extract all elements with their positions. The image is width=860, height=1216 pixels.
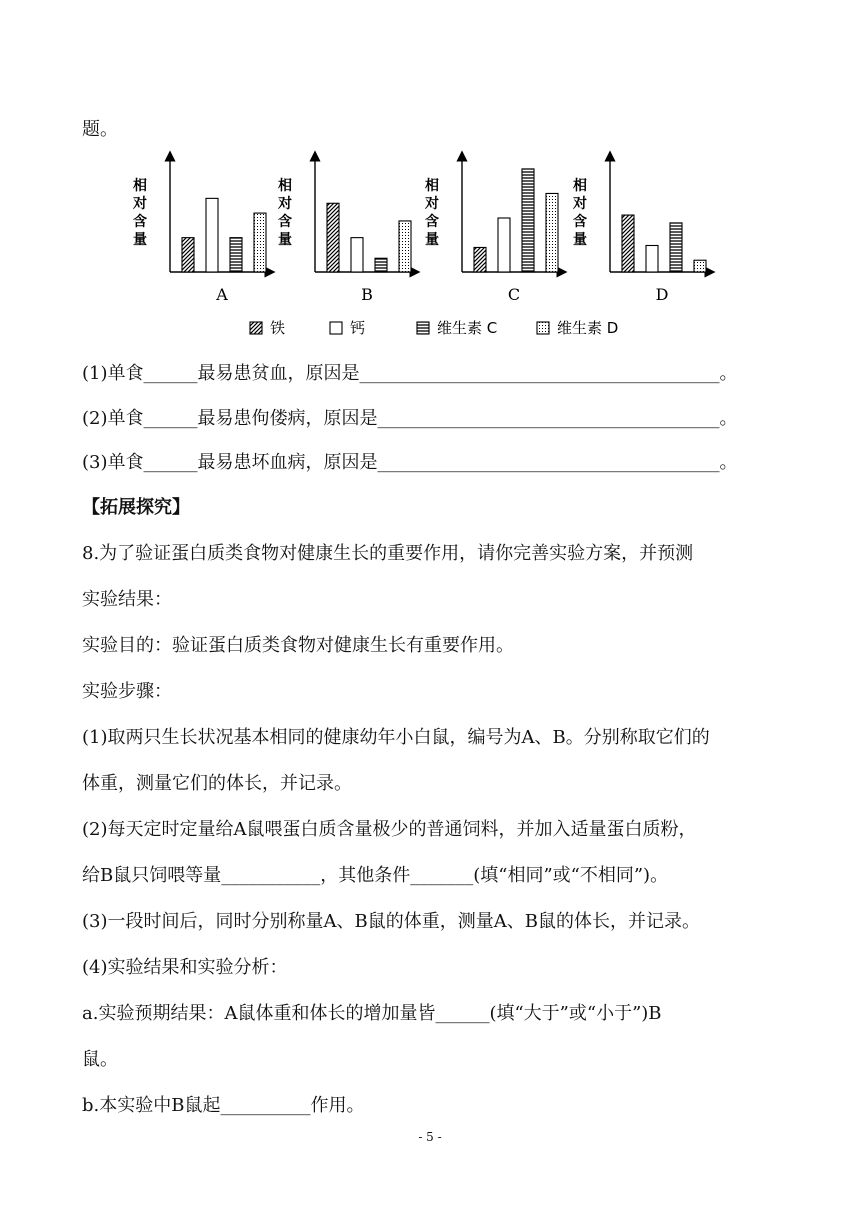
- bar-B-4: [399, 221, 411, 272]
- question-line-3: (3)单食______最易患坏血病，原因是______________________________________。: [82, 452, 738, 473]
- legend-label-3: 维生素 C: [437, 319, 498, 337]
- chart-A: [132, 156, 270, 304]
- chart-C: [424, 156, 562, 304]
- q8-line-9: (3)一段时间后，同时分别称量A、B鼠的体重，测量A、B鼠的体长，并记录。: [82, 911, 700, 932]
- bar-C-2: [498, 218, 510, 272]
- y-axis-label-char: 量: [573, 232, 587, 248]
- bar-D-3: [670, 223, 682, 272]
- y-axis-label-char: 对: [573, 196, 587, 212]
- q8-line-8: 给B鼠只饲喂等量___________，其他条件_______(填“相同”或“不相同”)。: [82, 865, 669, 886]
- q8-line-10: (4)实验结果和实验分析：: [82, 957, 288, 978]
- bar-A-4: [254, 213, 266, 272]
- y-axis-label-char: 量: [425, 232, 439, 248]
- legend-swatch-1: [250, 322, 262, 334]
- y-axis-label-char: 量: [278, 232, 292, 248]
- bar-B-2: [351, 238, 363, 272]
- section-title: 【拓展探究】: [82, 497, 190, 518]
- q8-line-6: 体重，测量它们的体长，并记录。: [82, 773, 352, 794]
- q8-line-4: 实验步骤：: [82, 681, 172, 702]
- bar-A-3: [230, 238, 242, 272]
- y-axis-label-char: 相: [278, 178, 292, 194]
- bar-D-4: [694, 260, 706, 272]
- y-axis-label-char: 量: [133, 232, 147, 248]
- legend-label-2: 钙: [350, 319, 366, 337]
- q8-line-3: 实验目的：验证蛋白质类食物对健康生长有重要作用。: [82, 635, 514, 656]
- bar-C-4: [546, 193, 558, 272]
- q8-line-2: 实验结果：: [82, 589, 172, 610]
- q8-line-11: a.实验预期结果：A鼠体重和体长的增加量皆______(填“大于”或“小于”)B: [82, 1003, 662, 1024]
- y-axis-label-char: 对: [425, 196, 439, 212]
- y-axis-label-char: 对: [278, 196, 292, 212]
- y-axis-label-char: 相: [425, 178, 439, 194]
- legend-label-1: 铁: [270, 319, 286, 337]
- y-axis-label-char: 相: [573, 178, 587, 194]
- y-axis-label-char: 对: [133, 196, 147, 212]
- bar-D-1: [622, 215, 634, 272]
- top-text: 题。: [82, 119, 118, 140]
- page-number: - 5 -: [418, 1130, 442, 1144]
- bar-B-1: [327, 203, 339, 272]
- legend-swatch-4: [537, 322, 549, 334]
- chart-name-C: C: [507, 285, 521, 304]
- q8-line-1: 8.为了验证蛋白质类食物对健康生长的重要作用，请你完善实验方案，并预测: [82, 543, 694, 564]
- q8-line-13: b.本实验中B鼠起__________作用。: [82, 1095, 365, 1116]
- bar-A-1: [182, 238, 194, 272]
- chart-B: [277, 156, 415, 304]
- question-line-2: (2)单食______最易患佝偻病，原因是______________________________________。: [82, 407, 738, 429]
- y-axis-label-char: 含: [278, 214, 292, 230]
- legend-label-4: 维生素 D: [557, 319, 619, 337]
- y-axis-label-char: 相: [133, 178, 147, 194]
- bar-B-3: [375, 258, 387, 272]
- y-axis-label-char: 含: [133, 214, 147, 230]
- q8-line-5: (1)取两只生长状况基本相同的健康幼年小白鼠，编号为A、B。分别称取它们的: [82, 727, 710, 748]
- chart-legend: [250, 319, 618, 337]
- legend-swatch-2: [330, 322, 342, 334]
- bar-A-2: [206, 198, 218, 272]
- y-axis-label-char: 含: [425, 214, 439, 230]
- question-line-1: (1)单食______最易患贫血，原因是________________________________________。: [82, 363, 738, 384]
- y-axis-label-char: 含: [573, 214, 587, 230]
- bar-D-2: [646, 245, 658, 272]
- bar-C-1: [474, 247, 486, 272]
- bar-charts: [130, 150, 750, 350]
- legend-swatch-3: [417, 322, 429, 334]
- chart-name-B: B: [361, 285, 373, 304]
- chart-name-D: D: [655, 285, 669, 304]
- bar-C-3: [522, 169, 534, 272]
- q8-line-7: (2)每天定时定量给A鼠喂蛋白质含量极少的普通饲料，并加入适量蛋白质粉，: [82, 819, 697, 840]
- q8-line-12: 鼠。: [82, 1049, 118, 1070]
- chart-D: [572, 156, 710, 304]
- chart-name-A: A: [216, 285, 228, 304]
